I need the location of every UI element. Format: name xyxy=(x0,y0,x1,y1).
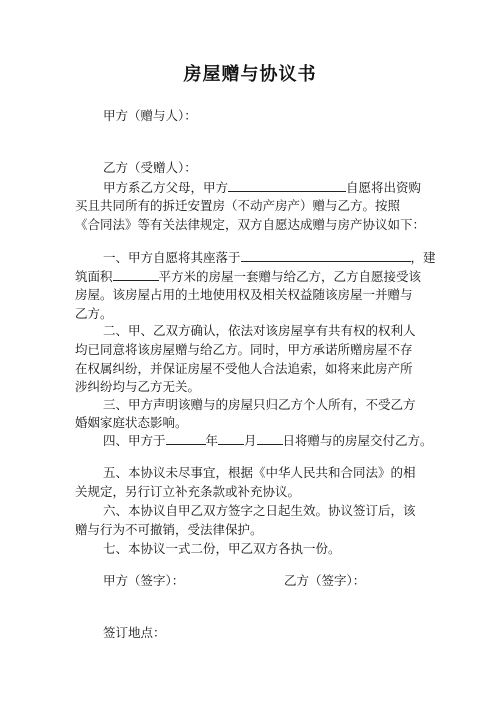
clause-2-line-1: 二、甲、乙双方确认，依法对该房屋享有共有权的权利人 xyxy=(103,323,416,338)
intro-text-a: 甲方系乙方父母，甲方 xyxy=(103,180,229,195)
clause-5-line-2: 关规定，另行订立补充条款或补充协议。 xyxy=(75,484,301,499)
clause-7-line: 七、本协议一式二份，甲乙双方各执一份。 xyxy=(103,541,341,556)
document-title: 房屋赠与协议书 xyxy=(183,64,317,85)
party-b-signature-label: 乙方（签字）： xyxy=(284,573,366,588)
clause-6-line-1: 六、本协议自甲乙双方签字之日起生效。协议签订后，该 xyxy=(103,503,416,518)
clause-2-line-3: 在权属纠纷，并保证房屋不受他人合法追索，如将来此房产所 xyxy=(75,361,413,376)
clause-1-line-3: 房屋。该房屋占用的土地使用权及相关权益随该房屋一并赠与 xyxy=(75,287,413,302)
year-blank xyxy=(166,432,206,445)
clause-4-year-label: 年 xyxy=(205,433,219,448)
party-b-label: 乙方（受赠人）： xyxy=(103,160,197,175)
clause-5-line-1: 五、本协议未尽事宜，根据《中华人民共和合同法》的相 xyxy=(103,465,416,480)
address-blank xyxy=(241,249,411,262)
clause-1-line-1 xyxy=(103,249,465,266)
clause-3-line-2: 婚姻家庭状态影响。 xyxy=(75,415,188,430)
clause-1-text-b: ，建 xyxy=(410,250,436,265)
clause-4-line xyxy=(103,432,465,449)
clause-4-text-a: 四、甲方于 xyxy=(103,433,166,448)
clause-1-line-4: 乙方。 xyxy=(75,306,113,321)
intro-line-3: 《合同法》等有关法律规定，双方自愿达成赠与房产协议如下： xyxy=(75,217,426,232)
intro-line-1 xyxy=(103,179,465,196)
clause-4-month-label: 月 xyxy=(244,433,257,448)
day-blank xyxy=(257,432,283,445)
clause-6-line-2: 赠与行为不可撤销，受法律保护。 xyxy=(75,522,263,537)
intro-text-b: 自愿将出资购 xyxy=(346,180,422,195)
clause-1-text-a: 一、甲方自愿将其座落于 xyxy=(103,250,241,265)
clause-2-line-4: 涉纠纷均与乙方无关。 xyxy=(75,379,201,394)
clause-4-text-d: 日将赠与的房屋交付乙方。 xyxy=(282,433,433,448)
party-a-label: 甲方（赠与人）： xyxy=(103,108,197,123)
clause-2-line-2: 均已同意将该房屋赠与给乙方。同时，甲方承诺所赠房屋不存 xyxy=(75,342,413,357)
donor-name-blank xyxy=(228,179,346,192)
clause-1-text-d: 平方米的房屋一套赠与给乙方，乙方自愿接受该 xyxy=(158,269,422,284)
clause-1-text-c: 筑面积 xyxy=(75,269,113,284)
party-a-signature-label: 甲方（签字）： xyxy=(103,573,185,588)
signing-place-label: 签订地点： xyxy=(103,625,166,640)
intro-line-2: 买且共同所有的拆迁安置房（不动产房产）赠与乙方。按照 xyxy=(75,198,401,213)
clause-1-line-2 xyxy=(75,268,437,285)
month-blank xyxy=(218,432,244,445)
clause-3-line-1: 三、甲方声明该赠与的房屋只归乙方个人所有，不受乙方 xyxy=(103,397,416,412)
area-blank xyxy=(113,268,159,281)
